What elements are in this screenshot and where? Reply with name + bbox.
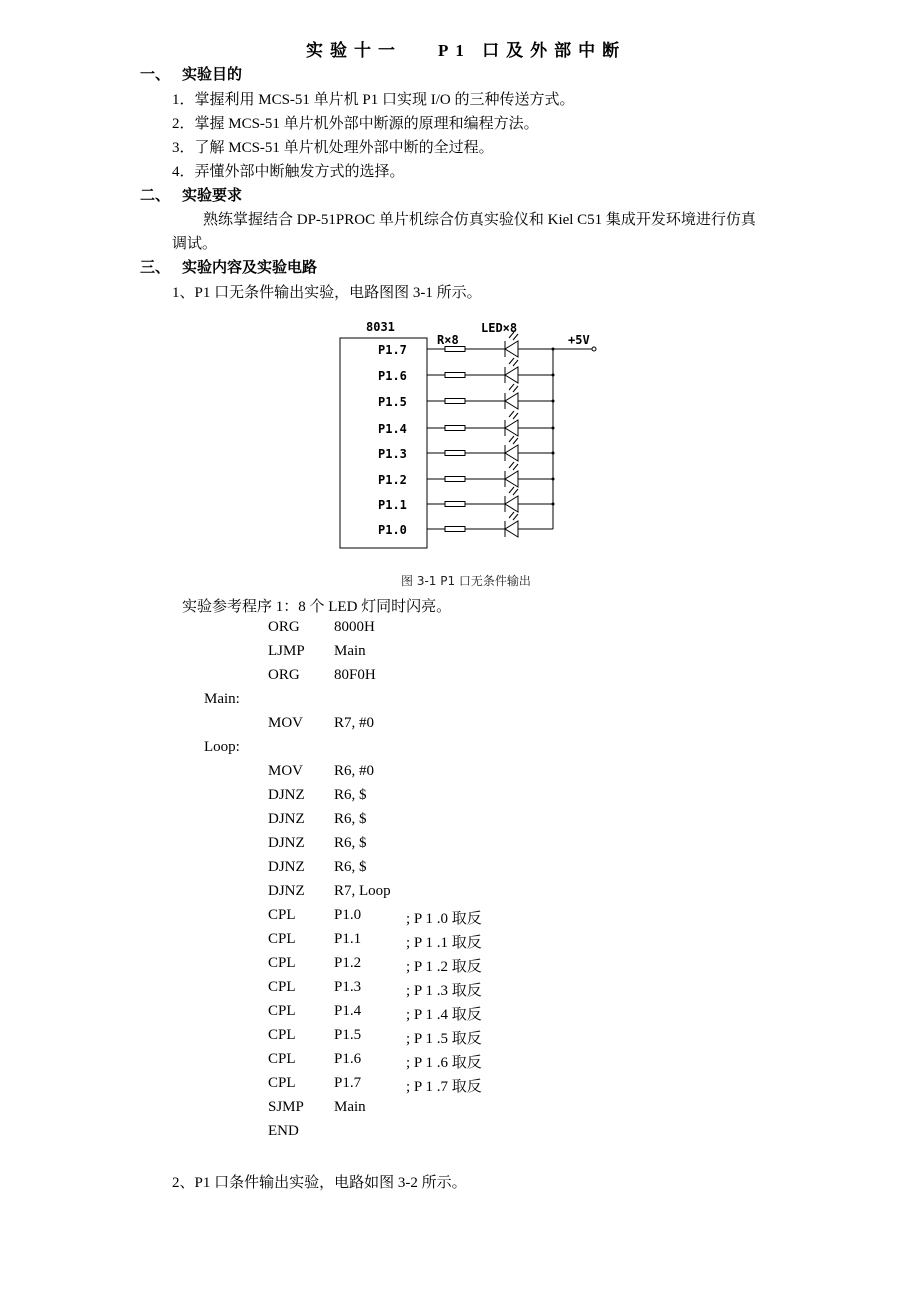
- code-line: MOV R7, #0: [268, 715, 375, 731]
- code-line: LJMP Main: [268, 643, 366, 659]
- code-line: CPL P1.3 ; P 1 .3 取反: [268, 979, 482, 999]
- code-line: ORG 80F0H: [268, 667, 376, 683]
- svg-text:P1.6: P1.6: [378, 369, 407, 383]
- title-left: 实验十一: [306, 41, 402, 60]
- code-line: DJNZ R6, $: [268, 811, 367, 827]
- code-line: CPL P1.4 ; P 1 .4 取反: [268, 1003, 482, 1023]
- supply-label: +5V: [568, 333, 590, 347]
- resistor-icon: [445, 502, 465, 507]
- objective-4: 4．弄懂外部中断触发方式的选择。: [172, 164, 405, 180]
- code-line: CPL P1.0 ; P 1 .0 取反: [268, 907, 482, 927]
- pin-row: [378, 358, 555, 383]
- section-2-heading: 二、 实验要求: [140, 188, 243, 204]
- requirement-line-2: 调试。: [172, 236, 218, 252]
- objective-3: 3．了解 MCS-51 单片机处理外部中断的全过程。: [172, 140, 494, 156]
- pin-row: [378, 436, 555, 461]
- svg-text:P1.5: P1.5: [378, 395, 407, 409]
- code-label-main: Main:: [204, 691, 240, 707]
- pin-row: [378, 462, 555, 487]
- code-line: CPL P1.1 ; P 1 .1 取反: [268, 931, 482, 951]
- led-icon: [505, 393, 518, 409]
- resistor-icon: [445, 399, 465, 404]
- resistor-icon: [445, 373, 465, 378]
- code-line: DJNZ R6, $: [268, 859, 367, 875]
- code-line: DJNZ R7, Loop: [268, 883, 391, 899]
- requirement-line-1: 熟练掌握结合 DP-51PROC 单片机综合仿真实验仪和 Kiel C51 集成开发环境进行仿真: [203, 212, 756, 228]
- resistor-icon: [445, 527, 465, 532]
- code-line: END: [268, 1123, 299, 1139]
- code-line: CPL P1.7 ; P 1 .7 取反: [268, 1075, 482, 1095]
- pin-row: [378, 411, 555, 436]
- code-line: DJNZ R6, $: [268, 787, 367, 803]
- code-line: CPL P1.5 ; P 1 .5 取反: [268, 1027, 482, 1047]
- code-line: CPL P1.2 ; P 1 .2 取反: [268, 955, 482, 975]
- led-icon: [505, 367, 518, 383]
- pin-row: [378, 332, 555, 357]
- led-icon: [505, 420, 518, 436]
- content-item-2: 2、P1 口条件输出实验，电路如图 3-2 所示。: [172, 1175, 467, 1191]
- resistor-icon: [445, 426, 465, 431]
- code-line: CPL P1.6 ; P 1 .6 取反: [268, 1051, 482, 1071]
- code-line: DJNZ R6, $: [268, 835, 367, 851]
- resistor-icon: [445, 347, 465, 352]
- led-label: LED×8: [481, 321, 518, 335]
- code-line: ORG 8000H: [268, 619, 375, 635]
- svg-text:P1.0: P1.0: [378, 523, 407, 537]
- code-label-loop: Loop:: [204, 739, 240, 755]
- section-3-heading: 三、 实验内容及实验电路: [140, 260, 318, 276]
- led-icon: [505, 471, 518, 487]
- svg-text:P1.1: P1.1: [378, 498, 407, 512]
- led-icon: [505, 341, 518, 357]
- circuit-diagram: [330, 315, 620, 555]
- section-1-heading: 一、 实验目的: [140, 67, 243, 83]
- led-icon: [505, 445, 518, 461]
- vcc-terminal: [592, 347, 596, 351]
- code-line: MOV R6, #0: [268, 763, 375, 779]
- pin-row: [378, 512, 553, 537]
- resistor-icon: [445, 477, 465, 482]
- svg-text:P1.4: P1.4: [378, 422, 407, 436]
- page-title: [306, 36, 626, 61]
- led-icon: [505, 496, 518, 512]
- chip-label: 8031: [366, 320, 395, 334]
- figure-caption: 图 3-1 P1 口无条件输出: [401, 574, 531, 588]
- resistor-icon: [445, 451, 465, 456]
- program-heading: 实验参考程序 1：8 个 LED 灯同时闪亮。: [182, 599, 452, 615]
- pin-row: [378, 487, 555, 512]
- svg-text:P1.3: P1.3: [378, 447, 407, 461]
- pin-rows: [378, 332, 555, 537]
- svg-text:P1.2: P1.2: [378, 473, 407, 487]
- objective-1: 1．掌握利用 MCS-51 单片机 P1 口实现 I/O 的三种传送方式。: [172, 92, 575, 108]
- svg-text:P1.7: P1.7: [378, 343, 407, 357]
- led-icon: [505, 521, 518, 537]
- pin-row: [378, 384, 555, 409]
- code-line: SJMP Main: [268, 1099, 366, 1115]
- resistor-label: R×8: [437, 333, 459, 347]
- objective-2: 2．掌握 MCS-51 单片机外部中断源的原理和编程方法。: [172, 116, 539, 132]
- content-item-1: 1、P1 口无条件输出实验，电路图图 3-1 所示。: [172, 285, 482, 301]
- title-right: P1 口及外部中断: [438, 41, 627, 60]
